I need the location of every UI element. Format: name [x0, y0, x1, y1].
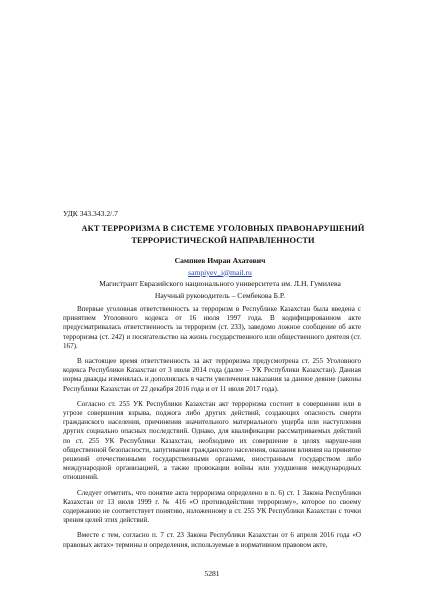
paragraph: Впервые уголовная ответственность за терроризм в Республике Казахстан была введена с принятием Уголовного кодекса от 16 июля 1997 года. В кодифицированном акте предусматривалась ответственность за терроризм (ст. 233), заведомо ложное сообщение об акте терроризма (ст. 242) и посягательство на жизнь государственного или общественного деятеля (ст. 167).	[63, 305, 361, 350]
author-affiliation: Магистрант Евразийского национального университета им. Л.Н. Гумилева	[99, 279, 341, 288]
title-line-2: ТЕРРОРИСТИЧЕСКОЙ НАПРАВЛЕННОСТИ	[131, 235, 315, 245]
page-number: 5281	[204, 569, 220, 578]
supervisor-line: Научный руководитель – Сембекова Б.Р.	[154, 290, 286, 300]
paragraph: Согласно ст. 255 УК Республики Казахстан акт терроризма состоит в совершении или в угрозе совершения взрыва, поджога либо других действий, создающих опасность смерти гражданского населения, причинения значительного материального ущерба или наступления других социально опасных последствий. Однако, для квалификации рассматриваемых действий по ст. 255 УК Республики Казахстан, необходимо их совершение в целях наруше-ния общественной безопасности, запугивания гражданского населения, оказания влияния на принятие решений отечественными государственными органами, иностранным государством либо международной организацией, а также провокации войны или ухудшения международных отношений.	[63, 399, 361, 482]
paragraph: Следует отметить, что понятие акта терроризма определено в п. 6) ст. 1 Закона Республики Казахстан от 13 июля 1999 г. № 416 «О противодействии терроризму», которое по своему содержанию не соответствует понятию, изложенному в ст. 255 УК Республики Казахстан с точки зрения целей этих действий.	[63, 488, 361, 525]
udk-code: УДК 343.343.2/.7	[63, 209, 118, 218]
author-email-link[interactable]: sampiyev_i@mail.ru	[188, 267, 252, 277]
article-title	[78, 223, 368, 246]
article-body	[63, 305, 361, 556]
paragraph: В настоящее время ответственность за акт терроризма предусмотрена ст. 255 Уголовного кодекса Республики Казахстан от 3 июля 2014 года (далее – УК Республики Казахстан). Данная норма дважды изменялась и дополнялась в части увеличения наказания за данное деяние (законы Республики Казахстан от 22 декабря 2016 года и от 11 июля 2017 года).	[63, 357, 361, 393]
title-line-1: АКТ ТЕРРОРИЗМА В СИСТЕМЕ УГОЛОВНЫХ ПРАВОНАРУШЕНИЙ	[81, 224, 365, 233]
author-block	[70, 255, 370, 301]
paragraph: Вместе с тем, согласно п. 7 ст. 23 Закона Республики Казахстан от 6 апреля 2016 года «О правовых актах» термины и определения, используемые в нормативном правовом акте,	[63, 531, 361, 549]
author-name: Сампиев Имран Ахатович	[174, 256, 266, 265]
